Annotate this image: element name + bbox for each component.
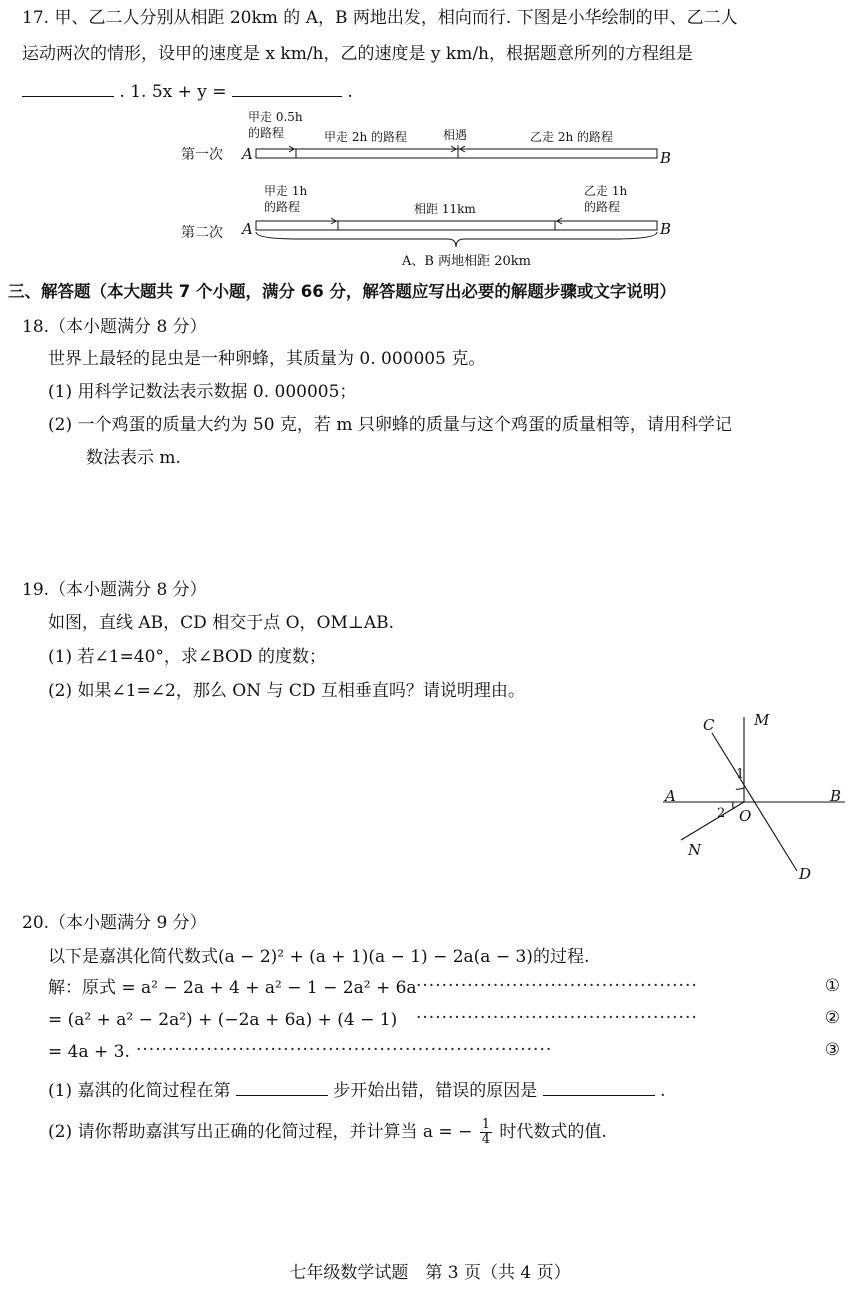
label-yi-2h: 乙走 2h 的路程	[530, 130, 613, 144]
q18-stem: 世界上最轻的昆虫是一种卵蜂，其质量为 0. 000005 克。	[48, 349, 486, 369]
section3-title: 三、解答题（本大题共 7 个小题，满分 66 分，解答题应写出必要的解题步骤或文字说明）	[8, 282, 676, 301]
row2-label: 第二次	[181, 225, 223, 241]
label-jia-1h-top: 甲走 1h	[264, 184, 308, 198]
q17-diagram	[0, 105, 860, 275]
fig-label-d: D	[799, 865, 812, 883]
fig-angle-1: 1	[736, 767, 745, 782]
q20-mark2: ②	[824, 1008, 840, 1028]
q17-line2: 运动两次的情形，设甲的速度是 x km/h，乙的速度是 y km/h，根据题意所列的方程组是	[22, 44, 694, 64]
row2-point-a: A	[242, 220, 253, 238]
label-jia-2h: 甲走 2h 的路程	[324, 130, 407, 144]
answer-blank-system[interactable]	[22, 78, 114, 97]
fraction-one-quarter: $\frac{1}{4}$	[481, 1117, 491, 1147]
label-jia-05h-top: 甲走 0.5h	[248, 110, 303, 124]
fig-label-a: A	[665, 787, 676, 805]
q20-step1: 解：原式 = a² − 2a + 4 + a² − 1 − 2a² + 6a	[48, 978, 417, 998]
row2-arrow-jia-1h	[258, 218, 336, 224]
answer-blank-sum[interactable]	[232, 78, 342, 97]
page-footer: 七年级数学试题 第 3 页（共 4 页）	[289, 1263, 571, 1283]
label-jia-05h-bottom: 的路程	[248, 126, 285, 140]
fig-angle-2: 2	[717, 806, 726, 821]
q20-part2: (2) 请你帮助嘉淇写出正确的化简过程，并计算当 a = − $\frac{1}{4}$ 时代数式的值.	[48, 1117, 607, 1147]
label-gap-11: 相距 11km	[414, 202, 476, 216]
q17-line1: 17. 甲、乙二人分别从相距 20km 的 A，B 两地出发，相向而行. 下图是小华绘制的甲、乙二人	[22, 8, 738, 28]
row2-bar	[256, 221, 657, 230]
label-meet: 相遇	[443, 128, 468, 142]
q19-figure	[655, 705, 855, 885]
fig-label-b: B	[830, 787, 842, 805]
fig-label-m: M	[754, 711, 770, 729]
q20-head: 20.（本小题满分 9 分）	[22, 913, 207, 933]
row1-arrow-jia-05h	[258, 146, 294, 152]
q19-part1: (1) 若∠1=40°，求∠BOD 的度数；	[48, 647, 326, 667]
fig-label-o: O	[739, 807, 752, 825]
answer-blank-step[interactable]	[236, 1077, 328, 1096]
label-yi-1h-bottom: 的路程	[584, 200, 621, 214]
label-yi-1h-top: 乙走 1h	[584, 184, 628, 198]
row1-point-b: B	[660, 149, 672, 167]
q20-step3: = 4a + 3.	[48, 1042, 130, 1062]
angle1-arc	[736, 788, 744, 789]
q20-mark3: ③	[824, 1040, 840, 1060]
label-total: A、B 两地相距 20km	[402, 254, 531, 269]
row1-arrow-jia-2h	[298, 146, 456, 152]
fig-label-n: N	[688, 841, 702, 859]
q20-part1: (1) 嘉淇的化简过程在第 步开始出错，错误的原因是 .	[48, 1077, 666, 1103]
q19-head: 19.（本小题满分 8 分）	[22, 580, 207, 600]
total-brace	[256, 232, 657, 247]
label-jia-1h-bottom: 的路程	[264, 200, 301, 214]
q20-mark1: ①	[824, 976, 840, 996]
answer-blank-reason[interactable]	[543, 1077, 655, 1096]
row1-arrow-yi-2h	[460, 146, 655, 152]
row1-label: 第一次	[181, 147, 223, 163]
ray-on	[681, 802, 744, 840]
q20-stem: 以下是嘉淇化简代数式(a − 2)² + (a + 1)(a − 1) − 2a(a − 3)的过程.	[48, 947, 590, 967]
row2-arrow-yi-1h	[557, 218, 655, 224]
fig-label-c: C	[703, 716, 715, 734]
angle2-arc	[733, 802, 734, 809]
q18-part1: (1) 用科学记数法表示数据 0. 000005；	[48, 382, 357, 402]
q18-head: 18.（本小题满分 8 分）	[22, 317, 207, 337]
q19-part2: (2) 如果∠1=∠2，那么 ON 与 CD 互相垂直吗？请说明理由。	[48, 681, 525, 701]
row2-point-b: B	[660, 220, 672, 238]
q18-part2-line2: 数法表示 m.	[86, 448, 181, 468]
q20-step2: = (a² + a² − 2a²) + (−2a + 6a) + (4 − 1)	[48, 1010, 398, 1030]
q18-part2-line1: (2) 一个鸡蛋的质量大约为 50 克，若 m 只卵蜂的质量与这个鸡蛋的质量相等，请用科学记	[48, 415, 732, 435]
q19-stem: 如图，直线 AB，CD 相交于点 O，OM⊥AB.	[48, 613, 395, 633]
q17-line3: . 1. 5x + y = .	[22, 78, 353, 104]
row1-point-a: A	[242, 145, 253, 163]
row1-bar	[256, 149, 657, 158]
